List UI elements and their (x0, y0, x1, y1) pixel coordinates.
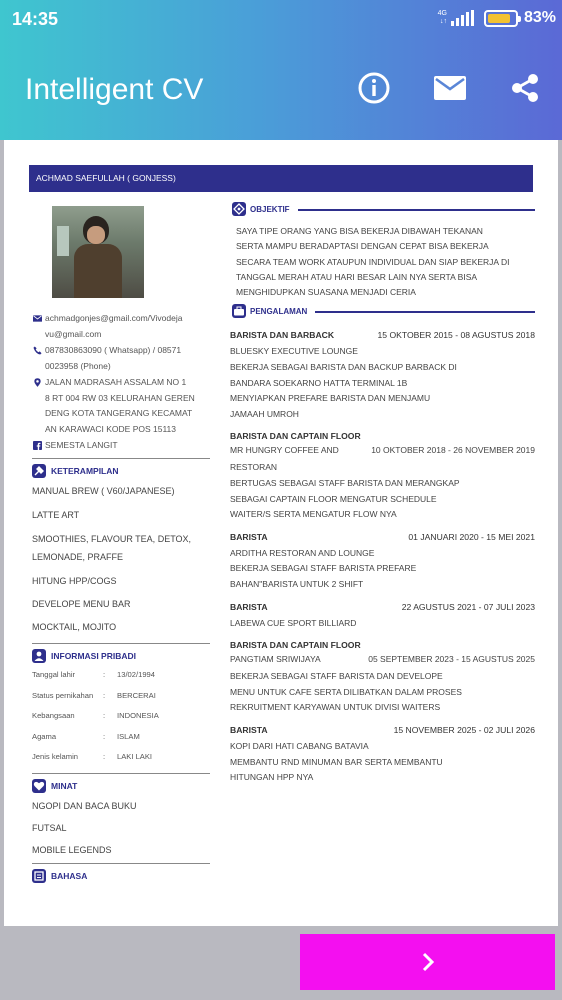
hobby-item: MOBILE LEGENDS (32, 845, 112, 855)
email-icon (33, 314, 42, 323)
app-title: Intelligent CV (25, 73, 204, 106)
cv-name-header: ACHMAD SAEFULLAH ( GONJESS) (29, 165, 533, 192)
language-section-header: BAHASA (32, 863, 210, 883)
phone-icon (33, 346, 42, 355)
cv-right-column (230, 200, 535, 786)
hobby-item: FUTSAL (32, 823, 67, 833)
app-bar (0, 0, 562, 140)
experience-entry: BARISTA 15 NOVEMBER 2025 - 02 JULI 2026 KOPI DARI HATI CABANG BATAVIA MEMBANTU RND MINUMAN BAR SERTA MEMBANTU HITUNGAN HPP NYA (230, 724, 535, 783)
skill-item: MOCKTAIL, MOJITO (32, 621, 117, 632)
personal-info-section-header: INFORMASI PRIBADI (32, 643, 210, 663)
experience-entry: BARISTA DAN CAPTAIN FLOOR MR HUNGRY COFFEE AND 10 OKTOBER 2018 - 26 NOVEMBER 2019 RESTORAN BERTUGAS SEBAGAI STAFF BARISTA DAN MERANGKAP SEBAGAI CAPTAIN FLOOR MENGATUR SCHEDULE WAITER/S SERTA MENGATUR FLOW NYA (230, 431, 535, 520)
info-row: Jenis kelamin : LAKI LAKI (32, 752, 153, 762)
skills-icon (32, 464, 46, 478)
hobby-item: NGOPI DAN BACA BUKU (32, 801, 137, 811)
status-indicators (438, 9, 556, 27)
next-button[interactable] (300, 934, 555, 990)
target-icon (232, 202, 246, 216)
address-contact: JALAN MADRASAH ASSALAM NO 1 8 RT 004 RW 03 KELURAHAN GEREN DENG KOTA TANGERANG KECAMAT AN KARAWACI KODE POS 15113 (32, 375, 210, 437)
phone-contact: 087830863090 ( Whatsapp) / 08571 0023958 (Phone) (32, 343, 210, 374)
status-time: 14:35 (12, 9, 59, 29)
info-row: Kebangsaan : INDONESIA (32, 711, 159, 721)
mail-icon[interactable] (432, 70, 468, 106)
status-bar (0, 0, 562, 40)
skill-item: LATTE ART (32, 509, 80, 520)
language-icon (32, 869, 46, 883)
heart-icon (32, 779, 46, 793)
skill-item: DEVELOPE MENU BAR (32, 598, 131, 609)
experience-section-header: PENGALAMAN (230, 302, 535, 320)
objective-text: SAYA TIPE ORANG YANG BISA BEKERJA DIBAWAH TEKANAN SERTA MAMPU BERADAPTASI DENGAN CEPAT BISA BEKERJA SECARA TEAM WORK ATAUPUN INDIVIDUAL DAN SIAP BEKERJA DI TANGGAL MERAH ATAU HARI BESAR LAIN NYA SERTA BISA MENGHIDUPKAN SUASANA MENJADI CERIA (236, 226, 510, 298)
email-contact: achmadgonjes@gmail.com/Vivodeja vu@gmail.com (32, 311, 210, 342)
profile-photo (52, 206, 144, 298)
cv-preview (4, 140, 558, 926)
signal-icon (451, 10, 474, 26)
skill-item: MANUAL BREW ( V60/JAPANESE) (32, 485, 175, 496)
hobby-section-header: MINAT (32, 773, 210, 793)
experience-entry: BARISTA 22 AGUSTUS 2021 - 07 JULI 2023 LABEWA CUE SPORT BILLIARD (230, 601, 535, 628)
skill-item: HITUNG HPP/COGS (32, 575, 117, 586)
bottom-bar (0, 926, 562, 1000)
location-pin-icon (33, 378, 42, 387)
share-icon[interactable] (507, 70, 543, 106)
info-row: Tanggal lahir : 13/02/1994 (32, 670, 156, 680)
personal-info-list (32, 665, 210, 768)
facebook-contact: SEMESTA LANGIT (32, 438, 210, 454)
battery-icon (484, 10, 518, 27)
experience-entry: BARISTA DAN BARBACK 15 OKTOBER 2015 - 08 AGUSTUS 2018 BLUESKY EXECUTIVE LOUNGE BEKERJA SEBAGAI BARISTA DAN BACKUP BARBACK DI BANDARA SOEKARNO HATTA TERMINAL 1B MENYIAPKAN PREFARE BARISTA DAN MENJAMU JAMAAH UMROH (230, 330, 535, 419)
info-row: Agama : ISLAM (32, 731, 140, 741)
facebook-icon (33, 441, 42, 450)
chevron-right-icon (418, 950, 438, 974)
battery-percent: 83% (523, 9, 556, 26)
network-indicator: 4G ↓↑ (437, 10, 447, 25)
cv-left-column (32, 206, 210, 883)
info-icon[interactable] (356, 70, 392, 106)
experience-entry: BARISTA 01 JANUARI 2020 - 15 MEI 2021 ARDITHA RESTORAN AND LOUNGE BEKERJA SEBAGAI STAFF BARISTA PREFARE BAHAN"BARISTA UNTUK 2 SHIFT (230, 531, 535, 590)
experience-entry: BARISTA DAN CAPTAIN FLOOR PANGTIAM SRIWIJAYA 05 SEPTEMBER 2023 - 15 AGUSTUS 2025 BEKERJA SEBAGAI STAFF BARISTA DAN DEVELOPE MENU UNTUK CAFE SERTA DILIBATKAN DALAM PROSES REKRUITMENT KARYAWAN UNTUK DIVISI WAITERS (230, 640, 535, 713)
briefcase-icon (232, 304, 246, 318)
objective-section-header: OBJEKTIF (230, 200, 535, 218)
info-row: Status pernikahan : BERCERAI (32, 690, 156, 700)
skills-section-header: KETERAMPILAN (32, 458, 210, 478)
person-icon (32, 649, 46, 663)
skill-item: SMOOTHIES, FLAVOUR TEA, DETOX, LEMONADE, PRAFFE (32, 533, 192, 562)
